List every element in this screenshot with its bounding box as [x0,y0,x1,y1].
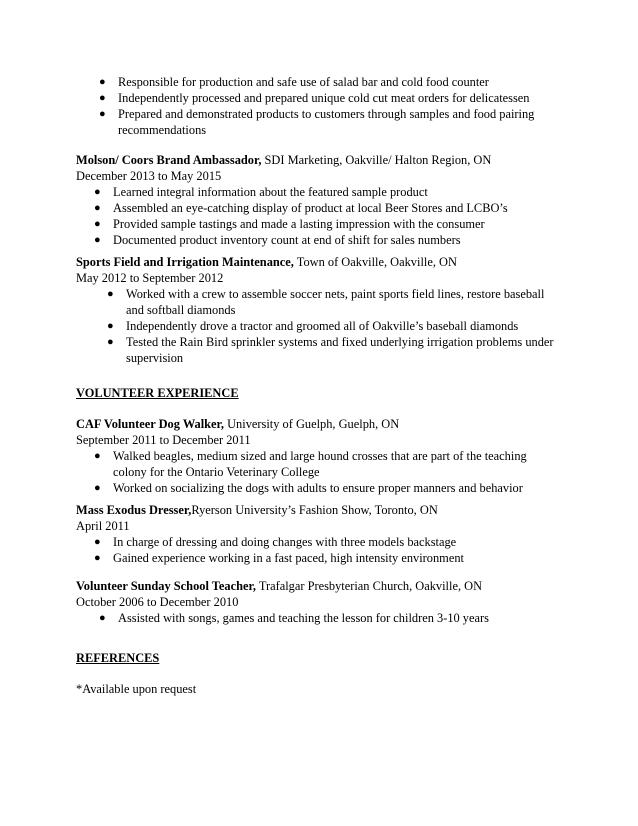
bullet-icon: ● [94,536,101,548]
bullet-icon: ● [94,552,101,564]
job-dates: April 2011 [76,519,130,533]
references-note: *Available upon request [76,682,197,696]
job-molson-coors [76,152,576,248]
job-duties [94,534,553,566]
list-item: ● Learned integral information about the featured sample product [94,185,428,199]
bullet-icon: ● [94,450,101,462]
bullet-icon: ● [99,108,106,120]
bullet-icon: ● [107,288,114,300]
list-item: ● In charge of dressing and doing changes with three models backstage [94,535,457,549]
bullet-icon: ● [94,202,101,214]
job-dates: September 2011 to December 2011 [76,433,251,447]
job-duties [94,184,553,248]
job-title-line [76,254,576,270]
job-org: University of Guelph, Guelph, ON [224,417,400,431]
job-org: Town of Oakville, Oakville, ON [293,255,457,269]
job-role: Volunteer Sunday School Teacher, [76,579,256,593]
section-heading-volunteer: VOLUNTEER EXPERIENCE [76,386,239,400]
bullet-icon: ● [94,234,101,246]
list-item: ● Independently drove a tractor and groomed all of Oakville’s baseball diamonds [107,319,519,333]
job-role: Molson/ Coors Brand Ambassador, [76,153,262,167]
list-item: ● Worked on socializing the dogs with adults to ensure proper manners and behavior [94,481,523,495]
previous-job-duties [99,74,558,138]
job-title-line [76,502,576,518]
job-dates: December 2013 to May 2015 [76,169,222,183]
job-org: Trafalgar Presbyterian Church, Oakville, ON [255,579,483,593]
job-duties [107,286,559,366]
list-item: ● Gained experience working in a fast paced, high intensity environment [94,551,464,565]
bullet-icon: ● [94,482,101,494]
bullet-icon: ● [107,336,114,348]
job-duties [99,610,558,626]
list-item: ● Assisted with songs, games and teaching the lesson for children 3-10 years [99,611,489,625]
volunteer-mass-exodus [76,502,576,566]
list-item: ● Independently processed and prepared unique cold cut meat orders for delicatessen [99,91,530,105]
volunteer-sunday-school [76,578,576,626]
job-role: Mass Exodus Dresser, [76,503,192,517]
list-item: ● Worked with a crew to assemble soccer nets, paint sports field lines, restore baseball and softball diamonds [107,287,545,317]
job-sports-field [76,254,576,366]
job-role: Sports Field and Irrigation Maintenance, [76,255,294,269]
job-duties [94,448,553,496]
list-item: ● Assembled an eye-catching display of product at local Beer Stores and LCBO’s [94,201,508,215]
list-item: ● Documented product inventory count at end of shift for sales numbers [94,233,461,247]
job-role: CAF Volunteer Dog Walker, [76,417,225,431]
bullet-icon: ● [99,612,106,624]
list-item: ● Walked beagles, medium sized and large hound crosses that are part of the teaching colony for the Ontario Veterinary College [94,449,527,479]
list-item: ● Prepared and demonstrated products to customers through samples and food pairing recommendations [99,107,535,137]
list-item: ● Provided sample tastings and made a lasting impression with the consumer [94,217,485,231]
list-item: ● Responsible for production and safe use of salad bar and cold food counter [99,75,489,89]
job-title-line [76,152,576,168]
bullet-icon: ● [107,320,114,332]
bullet-icon: ● [94,218,101,230]
bullet-icon: ● [94,186,101,198]
job-org: SDI Marketing, Oakville/ Halton Region, ON [261,153,492,167]
job-dates: October 2006 to December 2010 [76,595,239,609]
bullet-icon: ● [99,76,106,88]
section-heading-references: REFERENCES [76,651,160,665]
list-item: ● Tested the Rain Bird sprinkler systems and fixed underlying irrigation problems under supervision [107,335,554,365]
job-title-line [76,578,576,594]
job-title-line [76,416,576,432]
job-org: Ryerson University’s Fashion Show, Toronto, ON [191,503,438,517]
volunteer-dog-walker [76,416,576,496]
job-dates: May 2012 to September 2012 [76,271,224,285]
bullet-icon: ● [99,92,106,104]
